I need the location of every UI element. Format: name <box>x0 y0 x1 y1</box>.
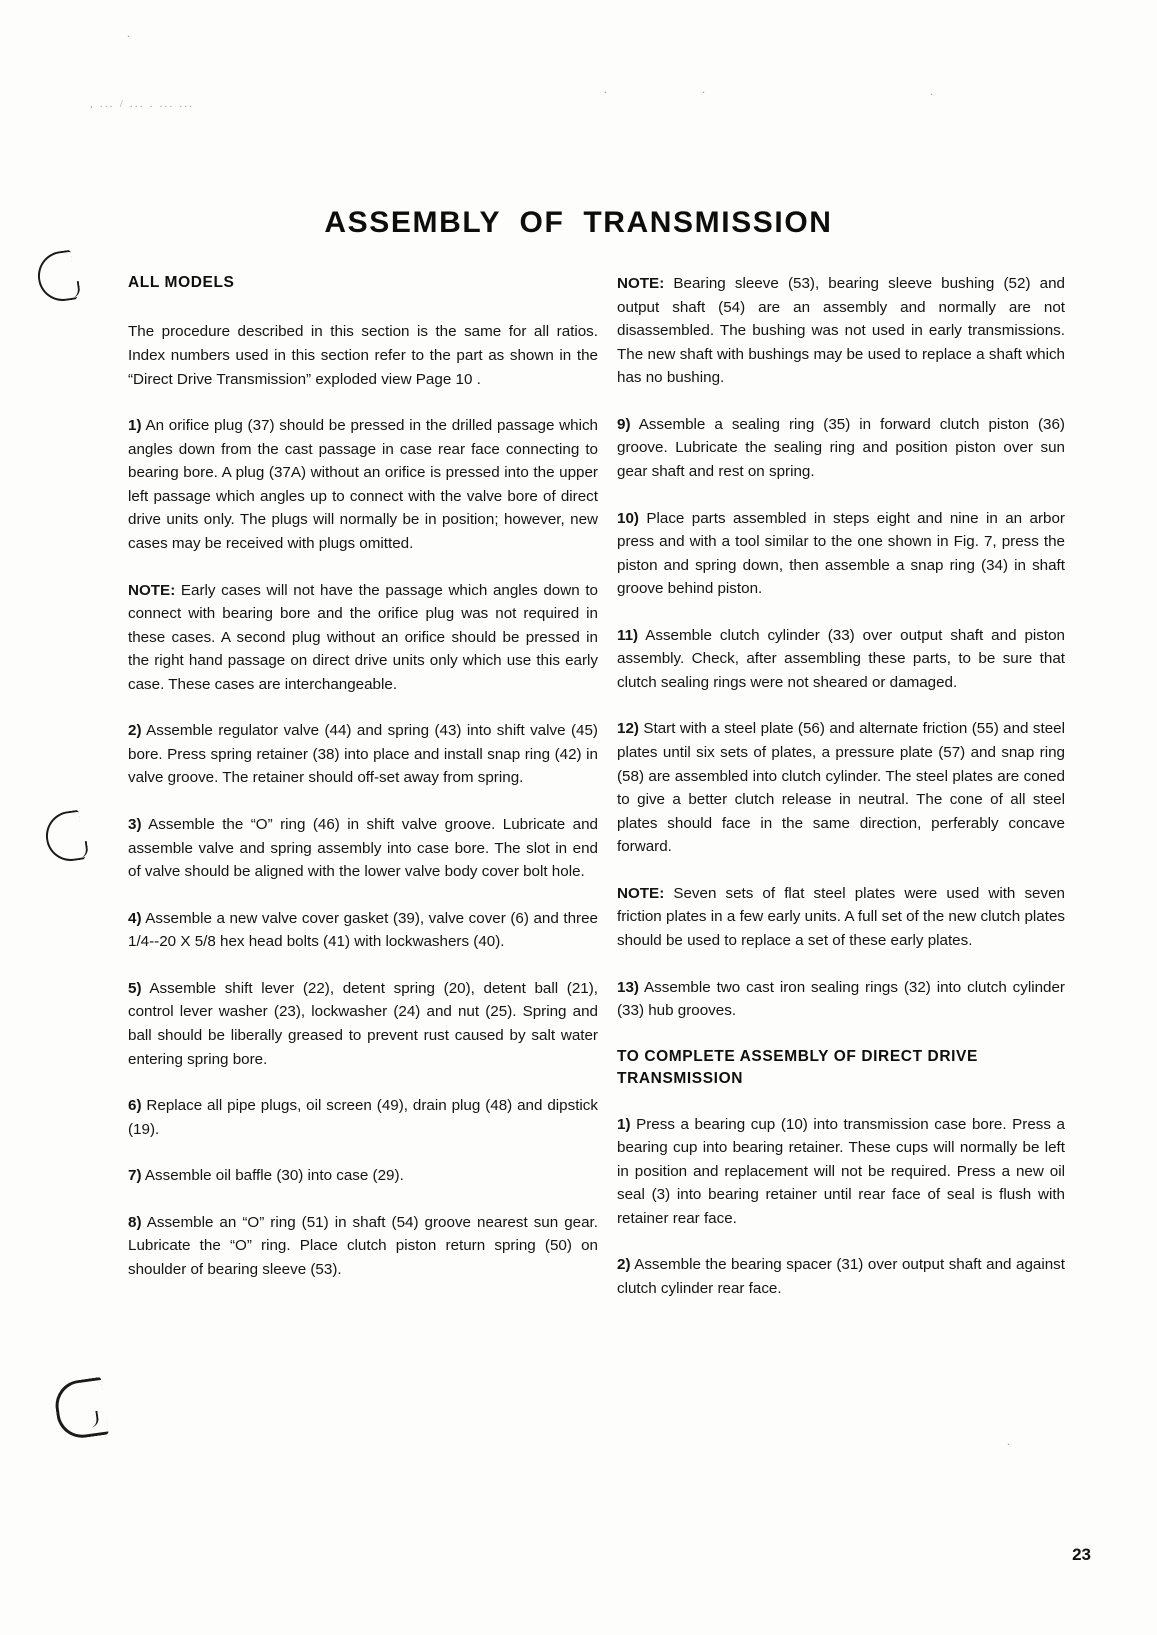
paragraph <box>128 813 598 884</box>
paragraph-text: Assemble oil baffle (30) into case (29). <box>144 1167 404 1185</box>
scan-speckle-icon: . . <box>604 82 751 96</box>
page-number: 23 <box>1072 1545 1091 1564</box>
paragraph <box>617 976 1065 1023</box>
paragraph-text: Assemble shift lever (22), detent spring (20), detent ball (21), control lever washer (23), lockwasher (24) and nut (25). Spring and ball should be liberally greased to prevent rust caused by salt water entering spring bore. <box>128 979 598 1068</box>
paragraph <box>128 907 598 954</box>
scan-speckle-icon: . <box>930 84 933 98</box>
left-column <box>128 272 598 1281</box>
paragraph-text: Replace all pipe plugs, oil screen (49), drain plug (48) and dipstick (19). <box>128 1097 598 1138</box>
scan-artifact-dashes: , ... / ... . ... ... <box>90 98 195 110</box>
paragraph <box>617 507 1065 601</box>
paragraph-lead: 13) <box>617 978 639 996</box>
paragraph-text: Assemble a new valve cover gasket (39), valve cover (6) and three 1/4--20 X 5/8 hex head bolts (41) with lockwashers (40). <box>128 909 598 951</box>
paragraph-text: The procedure described in this section is the same for all ratios. Index numbers used in this section refer to the part as shown in the “Direct Drive Transmission” exploded view Page 10 . <box>128 323 598 388</box>
paragraph-text: Assemble two cast iron sealing rings (32) into clutch cylinder (33) hub grooves. <box>617 978 1065 1020</box>
right-column <box>617 272 1065 1301</box>
paragraph <box>617 272 1065 390</box>
paragraph-text: Assemble clutch cylinder (33) over output shaft and piston assembly. Check, after assembling these parts, to be sure that clutch sealing rings were not sheared or damaged. <box>617 626 1065 691</box>
binder-ring-icon <box>52 1377 109 1441</box>
paragraph <box>617 413 1065 484</box>
paragraph <box>128 977 598 1071</box>
paragraph-text: Assemble a sealing ring (35) in forward clutch piston (36) groove. Lubricate the sealing ring and position piston over sun gear shaft and rest on spring. <box>617 415 1065 480</box>
paragraph <box>617 624 1065 695</box>
paragraph-lead: 5) <box>128 979 142 997</box>
paragraph-text: An orifice plug (37) should be pressed in the drilled passage which angles down from the cast passage in case rear face connecting to bearing bore. A plug (37A) without an orifice is pressed into the upper left passage which angles up to connect with the valve bore of direct drive units only. The plugs will normally be in position; however, new cases may be received with plugs omitted. <box>128 417 598 552</box>
paragraph <box>617 717 1065 858</box>
paragraph <box>128 1094 598 1141</box>
paragraph <box>128 320 598 391</box>
paragraph-lead: 3) <box>128 816 142 834</box>
paragraph-text: Assemble the “O” ring (46) in shift valve groove. Lubricate and assemble valve and spring assembly into case bore. The slot in end of valve should be aligned with the lower valve body cover bolt hole. <box>128 816 598 881</box>
paragraph <box>128 1211 598 1282</box>
page-title: ASSEMBLY OF TRANSMISSION <box>324 206 833 239</box>
binder-ring-icon <box>35 250 78 305</box>
section-heading-complete-assembly: TO COMPLETE ASSEMBLY OF DIRECT DRIVE TRANSMISSION <box>617 1047 978 1088</box>
paragraph-text: Seven sets of flat steel plates were used with seven friction plates in a few early units. A full set of the new clutch plates should be used to replace a set of these early plates. <box>617 884 1065 949</box>
binder-ring-icon <box>43 810 86 865</box>
paragraph-lead: 7) <box>128 1167 142 1185</box>
paragraph-text: Early cases will not have the passage which angles down to connect with bearing bore and the orifice plug was not required in these cases. A second plug without an orifice should be pressed in the right hand passage on direct drive units only which use this early case. These cases are interchangeable. <box>128 581 598 693</box>
paragraph <box>617 1253 1065 1300</box>
paragraph-text: Start with a steel plate (56) and alternate friction (55) and steel plates until six sets of plates, a pressure plate (57) and snap ring (58) are assembled into clutch cylinder. The steel plates are coned to give a better clutch release in neutral. The cone of all steel plates should face in the same direction, perferably concave forward. <box>617 720 1065 856</box>
section-heading-all-models: ALL MODELS <box>128 274 235 291</box>
paragraph-lead: NOTE: <box>128 581 176 599</box>
scan-speckle-icon: . <box>127 26 130 40</box>
paragraph-lead: 4) <box>128 909 142 927</box>
paragraph-lead: 10) <box>617 509 639 527</box>
paragraph-text: Bearing sleeve (53), bearing sleeve bushing (52) and output shaft (54) are an assembly and normally are not disassembled. The bushing was not used in early transmissions. The new shaft with bushings may be used to replace a shaft which has no bushing. <box>617 275 1065 387</box>
paragraph-text: Assemble an “O” ring (51) in shaft (54) groove nearest sun gear. Lubricate the “O” ring. Place clutch piston return spring (50) on shoulder of bearing sleeve (53). <box>128 1213 598 1278</box>
paragraph-text: Press a bearing cup (10) into transmission case bore. Press a bearing cup into bearing retainer. These cups will normally be left in position and replacement will not be required. Press a new oil seal (3) into bearing retainer until rear face of seal is flush with retainer rear face. <box>617 1115 1065 1227</box>
paragraph <box>128 579 598 697</box>
paragraph <box>617 1113 1065 1231</box>
paragraph-lead: 1) <box>617 1115 631 1133</box>
paragraph-lead: 1) <box>128 417 142 435</box>
paragraph-lead: NOTE: <box>617 275 665 292</box>
paragraph-text: Assemble regulator valve (44) and spring (43) into shift valve (45) bore. Press spring retainer (38) into place and install snap ring (42) in valve groove. The retainer should off-set away from spring. <box>128 722 598 787</box>
paragraph-lead: 9) <box>617 415 631 433</box>
paragraph-lead: 11) <box>617 626 639 644</box>
scan-speckle-icon: . <box>1007 1434 1010 1448</box>
paragraph-text: Place parts assembled in steps eight and nine in an arbor press and with a tool similar to the one shown in Fig. 7, press the piston and spring down, then assemble a snap ring (34) in shaft groove behind piston. <box>617 509 1065 598</box>
paragraph <box>128 719 598 790</box>
paragraph <box>128 414 598 555</box>
paragraph-lead: 12) <box>617 720 639 738</box>
paragraph-lead: NOTE: <box>617 884 665 902</box>
paragraph-lead: 2) <box>617 1256 631 1274</box>
paragraph <box>128 1164 598 1188</box>
paragraph-text: Assemble the bearing spacer (31) over output shaft and against clutch cylinder rear face. <box>617 1256 1065 1297</box>
paragraph <box>617 882 1065 953</box>
paragraph-lead: 6) <box>128 1097 142 1115</box>
paragraph-lead: 2) <box>128 722 142 740</box>
paragraph-lead: 8) <box>128 1213 142 1231</box>
